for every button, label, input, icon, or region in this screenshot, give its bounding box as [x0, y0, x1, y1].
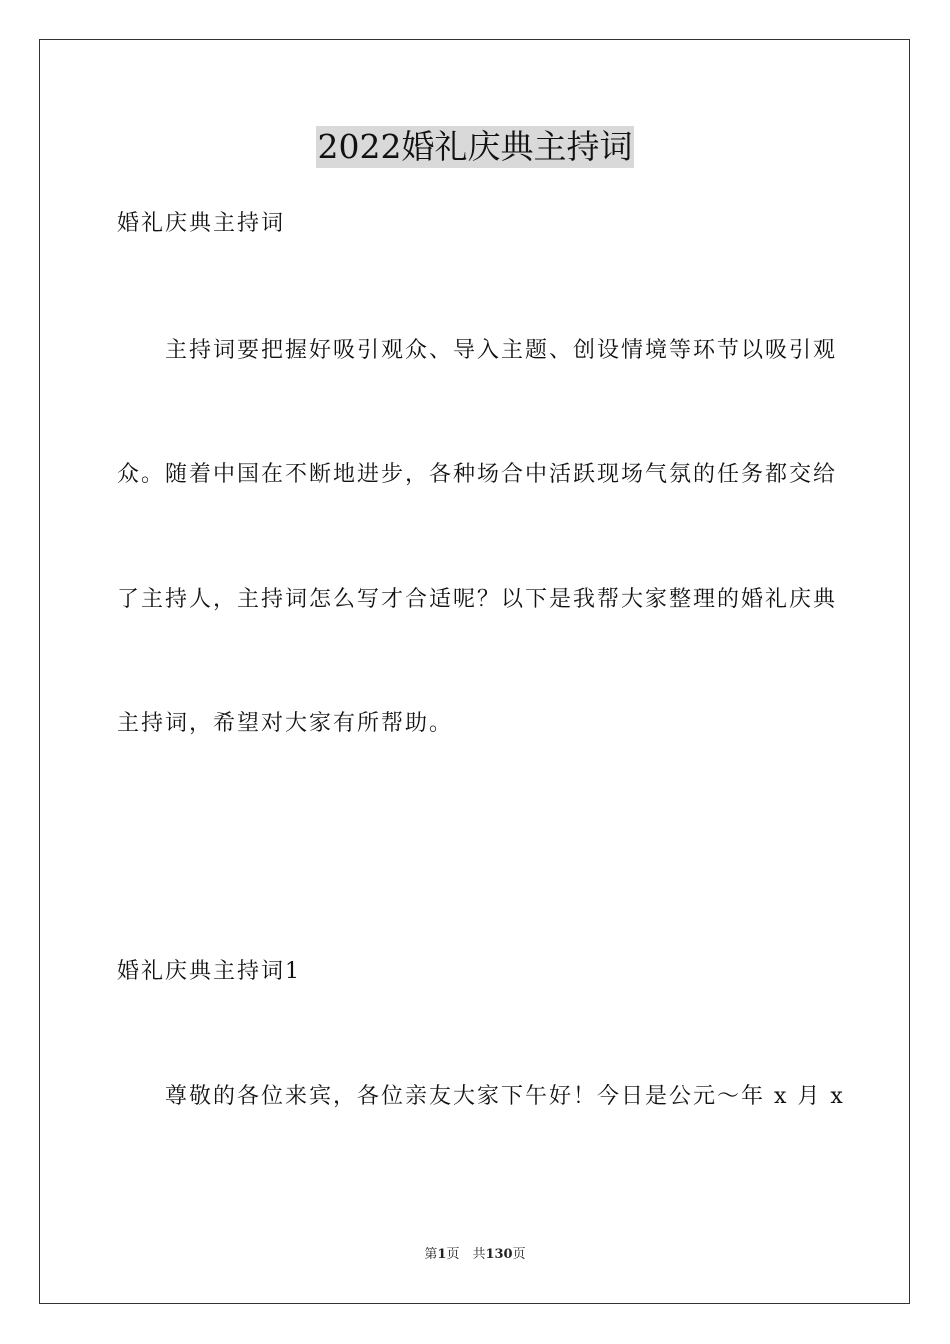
footer-total-pages: 130: [485, 1247, 513, 1262]
paragraph-line: 主持词，希望对大家有所帮助。: [117, 711, 454, 736]
paragraph-line: 众。随着中国在不断地进步，各种场合中活跃现场气氛的任务都交给: [117, 462, 838, 487]
footer-suffix: 页: [512, 1247, 526, 1262]
page-footer: [0, 1246, 950, 1264]
paragraph-line: 了主持人，主持词怎么写才合适呢？以下是我帮大家整理的婚礼庆典: [117, 587, 838, 612]
subtitle: 婚礼庆典主持词: [117, 211, 286, 236]
footer-prefix: 第: [424, 1247, 438, 1262]
section-heading: 婚礼庆典主持词1: [117, 959, 301, 984]
footer-page-number: 1: [437, 1247, 447, 1262]
paragraph-line: 尊敬的各位来宾，各位亲友大家下午好！今日是公元～年 x 月 x: [165, 1084, 845, 1109]
title-container: [0, 126, 950, 168]
paragraph-line: 主持词要把握好吸引观众、导入主题、创设情境等环节以吸引观: [165, 338, 838, 363]
document-title: 2022婚礼庆典主持词: [317, 127, 633, 166]
footer-mid: 页 共: [446, 1247, 486, 1262]
